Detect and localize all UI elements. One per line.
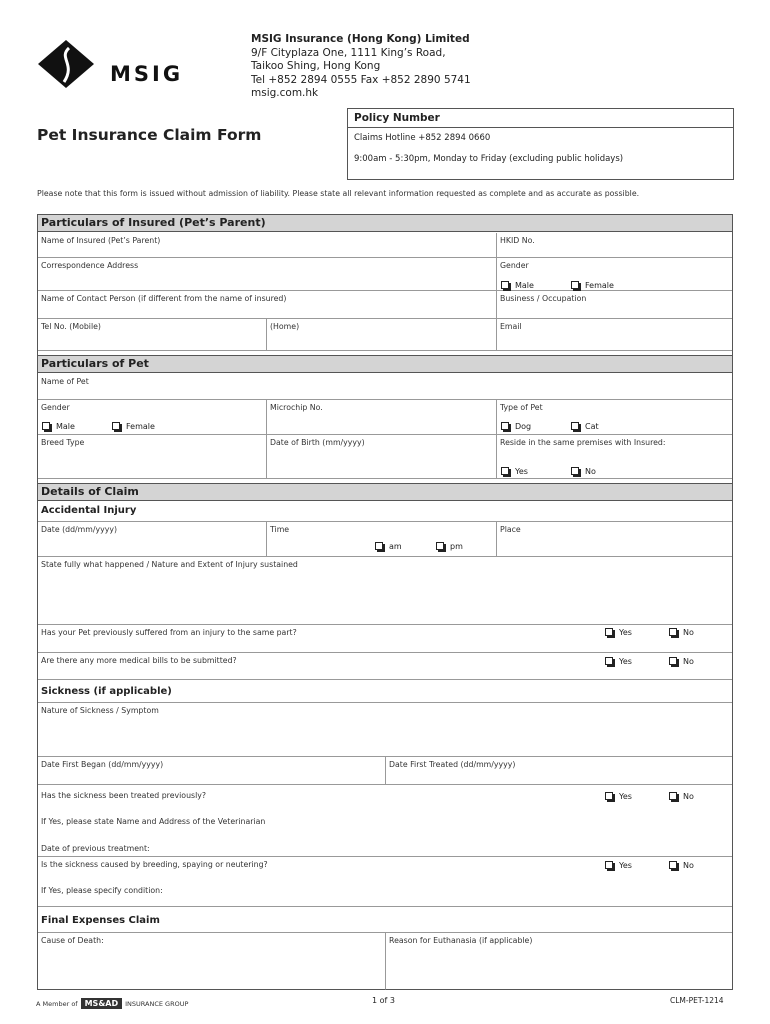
- gender-label: Gender: [500, 261, 529, 270]
- breeding-no-checkbox[interactable]: [669, 861, 694, 870]
- first-began-field[interactable]: Date First Began (dd/mm/yyyy): [38, 757, 386, 785]
- female-label: Female: [585, 281, 614, 290]
- office-hours: 9:00am - 5:30pm, Monday to Friday (excluding public holidays): [354, 154, 624, 164]
- previous-injury-no-checkbox[interactable]: [669, 628, 694, 637]
- dog-checkbox[interactable]: [501, 422, 531, 431]
- final-expenses-heading: Final Expenses Claim: [41, 915, 160, 926]
- first-treated-field[interactable]: Date First Treated (dd/mm/yyyy): [386, 757, 732, 785]
- checkbox-icon: [669, 861, 677, 869]
- checkbox-icon: [605, 792, 613, 800]
- treated-no-checkbox[interactable]: [669, 792, 694, 801]
- footer-member: [36, 998, 188, 1009]
- phone-line: Tel +852 2894 0555 Fax +852 2890 5741: [251, 73, 471, 86]
- hkid-field[interactable]: HKID No.: [497, 233, 732, 258]
- cat-label: Cat: [585, 422, 599, 431]
- yes-label: Yes: [619, 861, 632, 870]
- male-label: Male: [515, 281, 534, 290]
- checkbox-icon: [501, 467, 509, 475]
- section-pet: Particulars of Pet: [38, 355, 732, 373]
- pet-gender-label: Gender: [41, 403, 70, 412]
- msig-logo-icon: [36, 38, 96, 90]
- address-line-1: 9/F Cityplaza One, 1111 King’s Road,: [251, 46, 446, 59]
- previous-injury-question: Has your Pet previously suffered from an injury to the same part?: [41, 628, 297, 637]
- treated-previously-question: Has the sickness been treated previously?: [41, 791, 206, 800]
- euthanasia-reason-field[interactable]: Reason for Euthanasia (if applicable): [386, 932, 732, 990]
- contact-person-field[interactable]: Name of Contact Person (if different from the name of insured): [38, 291, 497, 319]
- accidental-injury-heading: Accidental Injury: [41, 505, 137, 516]
- condition-field[interactable]: If Yes, please specify condition:: [38, 883, 732, 907]
- checkbox-icon: [375, 542, 383, 550]
- microchip-field[interactable]: Microchip No.: [267, 400, 497, 435]
- insured-male-checkbox[interactable]: [501, 281, 534, 290]
- checkbox-icon: [571, 467, 579, 475]
- checkbox-icon: [571, 422, 579, 430]
- sickness-heading: Sickness (if applicable): [41, 686, 172, 697]
- male-label: Male: [56, 422, 75, 431]
- pm-checkbox[interactable]: [436, 542, 463, 551]
- no-label: No: [585, 467, 596, 476]
- page-number: 1 of 3: [372, 996, 395, 1005]
- no-label: No: [683, 628, 694, 637]
- pet-type-field: [497, 400, 732, 435]
- insured-female-checkbox[interactable]: [571, 281, 614, 290]
- reside-yes-checkbox[interactable]: [501, 467, 528, 476]
- section-insured: Particulars of Insured (Pet’s Parent): [38, 214, 732, 232]
- am-checkbox[interactable]: [375, 542, 402, 551]
- yes-label: Yes: [515, 467, 528, 476]
- occupation-field[interactable]: Business / Occupation: [497, 291, 732, 319]
- cause-of-death-field[interactable]: Cause of Death:: [38, 932, 386, 990]
- time-label: Time: [270, 525, 290, 534]
- liability-notice: Please note that this form is issued without admission of liability. Please state all relevant information requested as complete and as accurate as possible.: [37, 189, 640, 198]
- more-bills-no-checkbox[interactable]: [669, 657, 694, 666]
- company-name: MSIG Insurance (Hong Kong) Limited: [251, 33, 470, 45]
- injury-date-field[interactable]: Date (dd/mm/yyyy): [38, 521, 267, 557]
- policy-box: [347, 108, 734, 180]
- form-title: Pet Insurance Claim Form: [37, 126, 262, 144]
- form-code: CLM-PET-1214: [670, 996, 724, 1005]
- checkbox-icon: [605, 628, 613, 636]
- company-info: [251, 33, 471, 101]
- checkbox-icon: [605, 657, 613, 665]
- yes-label: Yes: [619, 657, 632, 666]
- treated-yes-checkbox[interactable]: [605, 792, 632, 801]
- insured-name-field[interactable]: Name of Insured (Pet’s Parent): [38, 233, 497, 258]
- vet-field[interactable]: If Yes, please state Name and Address of the Veterinarian: [41, 817, 266, 826]
- no-label: No: [683, 792, 694, 801]
- checkbox-icon: [436, 542, 444, 550]
- checkbox-icon: [112, 422, 120, 430]
- address-field[interactable]: Correspondence Address: [38, 258, 497, 291]
- reside-label: Reside in the same premises with Insured:: [500, 438, 666, 447]
- reside-no-checkbox[interactable]: [571, 467, 596, 476]
- female-label: Female: [126, 422, 155, 431]
- no-label: No: [683, 657, 694, 666]
- yes-label: Yes: [619, 628, 632, 637]
- breeding-question: Is the sickness caused by breeding, spaying or neutering?: [41, 860, 268, 869]
- previous-treatment-date-field[interactable]: Date of previous treatment:: [38, 841, 732, 857]
- logo-text: MSIG: [110, 62, 184, 86]
- checkbox-icon: [501, 422, 509, 430]
- sickness-nature-field[interactable]: Nature of Sickness / Symptom: [38, 702, 732, 757]
- checkbox-icon: [669, 657, 677, 665]
- reside-field: [497, 435, 732, 479]
- previous-injury-yes-checkbox[interactable]: [605, 628, 632, 637]
- cat-checkbox[interactable]: [571, 422, 599, 431]
- no-label: No: [683, 861, 694, 870]
- msad-logo: MS&AD: [81, 998, 123, 1009]
- policy-number-field[interactable]: Policy Number: [348, 109, 733, 128]
- dog-label: Dog: [515, 422, 532, 431]
- checkbox-icon: [605, 861, 613, 869]
- checkbox-icon: [42, 422, 50, 430]
- checkbox-icon: [501, 281, 509, 289]
- claim-form: [37, 214, 733, 990]
- pet-dob-field[interactable]: Date of Birth (mm/yyyy): [267, 435, 497, 479]
- am-label: am: [389, 542, 402, 551]
- insurance-group-text: INSURANCE GROUP: [125, 999, 189, 1008]
- injury-description-field[interactable]: State fully what happened / Nature and Extent of Injury sustained: [38, 557, 732, 625]
- pm-label: pm: [450, 542, 463, 551]
- checkbox-icon: [571, 281, 579, 289]
- address-line-2: Taikoo Shing, Hong Kong: [251, 60, 381, 72]
- pet-name-field[interactable]: Name of Pet: [38, 374, 732, 400]
- section-claim: Details of Claim: [38, 483, 732, 501]
- member-of-text: A Member of: [36, 999, 78, 1008]
- tel-home-field[interactable]: (Home): [267, 319, 497, 351]
- more-bills-yes-checkbox[interactable]: [605, 657, 632, 666]
- pet-male-checkbox[interactable]: [42, 422, 75, 431]
- breeding-yes-checkbox[interactable]: [605, 861, 632, 870]
- injury-place-field[interactable]: Place: [497, 521, 732, 557]
- email-field[interactable]: Email: [497, 319, 732, 351]
- yes-label: Yes: [619, 792, 632, 801]
- checkbox-icon: [669, 792, 677, 800]
- claims-hotline: Claims Hotline +852 2894 0660: [354, 133, 491, 143]
- more-bills-question: Are there any more medical bills to be submitted?: [41, 656, 237, 665]
- checkbox-icon: [669, 628, 677, 636]
- pet-female-checkbox[interactable]: [112, 422, 155, 431]
- website: msig.com.hk: [251, 87, 319, 99]
- breed-field[interactable]: Breed Type: [38, 435, 267, 479]
- pet-type-label: Type of Pet: [500, 403, 543, 412]
- tel-mobile-field[interactable]: Tel No. (Mobile): [38, 319, 267, 351]
